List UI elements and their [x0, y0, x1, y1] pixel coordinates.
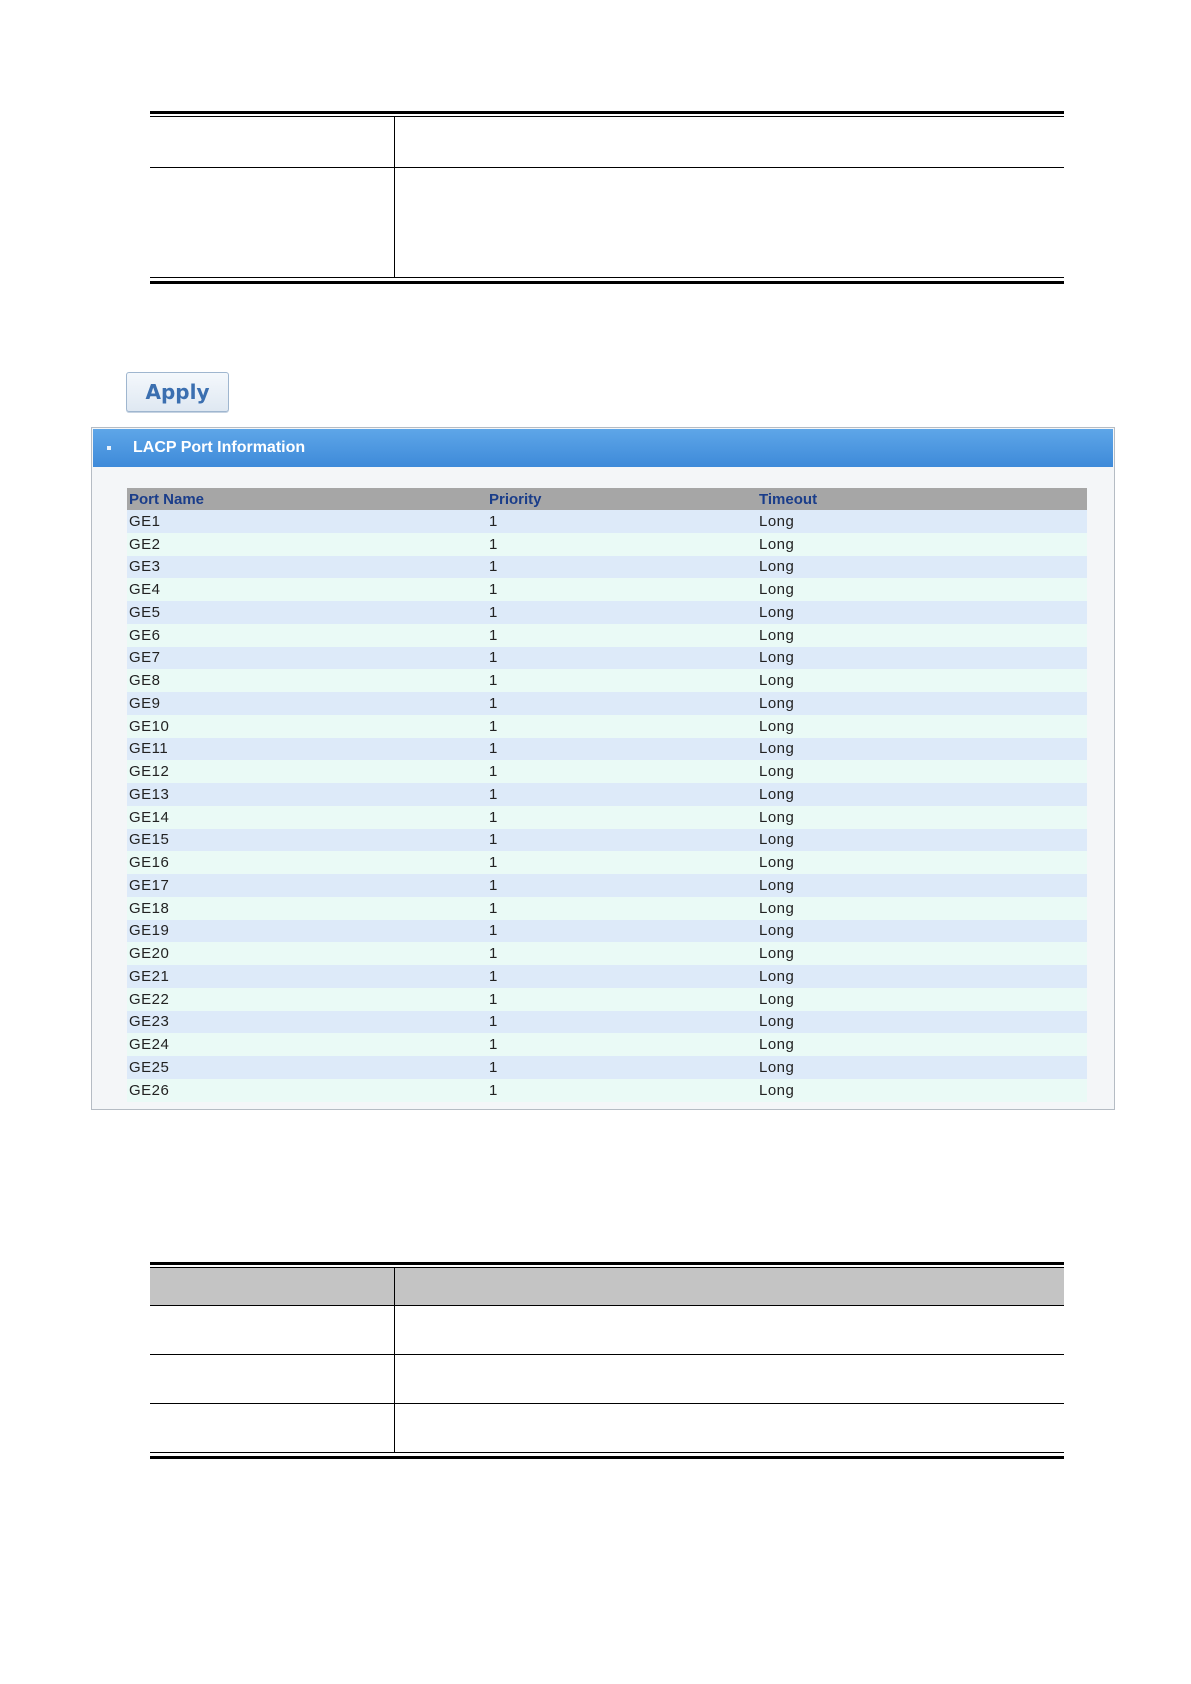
table-row: [127, 1079, 1087, 1102]
bullet-icon: [107, 446, 111, 450]
timeout-cell: Long: [757, 874, 1087, 897]
timeout-cell: Long: [757, 647, 1087, 670]
table-row: [127, 783, 1087, 806]
priority-cell: 1: [487, 965, 757, 988]
table-row: [127, 738, 1087, 761]
priority-cell: 1: [487, 760, 757, 783]
priority-cell: 1: [487, 806, 757, 829]
priority-cell: 1: [487, 692, 757, 715]
timeout-cell: Long: [757, 897, 1087, 920]
panel-title: LACP Port Information: [133, 439, 306, 456]
table-row: [127, 715, 1087, 738]
column-header-priority: Priority: [487, 488, 757, 510]
priority-cell: 1: [487, 533, 757, 556]
port-name-cell: GE6: [127, 624, 487, 647]
port-name-cell: GE10: [127, 715, 487, 738]
table-rule: [150, 281, 1064, 284]
timeout-cell: Long: [757, 851, 1087, 874]
timeout-cell: Long: [757, 692, 1087, 715]
table-row: [127, 760, 1087, 783]
top-doc-table: [150, 111, 1064, 283]
table-rule: [150, 1354, 1064, 1355]
table-row: [127, 874, 1087, 897]
priority-cell: 1: [487, 897, 757, 920]
port-name-cell: GE8: [127, 669, 487, 692]
table-row: [127, 510, 1087, 533]
timeout-cell: Long: [757, 738, 1087, 761]
port-name-cell: GE13: [127, 783, 487, 806]
timeout-cell: Long: [757, 1079, 1087, 1102]
port-name-cell: GE17: [127, 874, 487, 897]
table-row: [127, 988, 1087, 1011]
table-row: [127, 556, 1087, 579]
bottom-doc-table: [150, 1262, 1064, 1458]
port-name-cell: GE20: [127, 942, 487, 965]
priority-cell: 1: [487, 738, 757, 761]
priority-cell: 1: [487, 829, 757, 852]
port-name-cell: GE14: [127, 806, 487, 829]
port-name-cell: GE18: [127, 897, 487, 920]
table-row: [127, 669, 1087, 692]
table-row: [127, 624, 1087, 647]
column-header-port-name: Port Name: [127, 488, 487, 510]
timeout-cell: Long: [757, 965, 1087, 988]
timeout-cell: Long: [757, 624, 1087, 647]
port-name-cell: GE26: [127, 1079, 487, 1102]
timeout-cell: Long: [757, 578, 1087, 601]
table-row: [127, 920, 1087, 943]
table-rule: [150, 167, 1064, 168]
timeout-cell: Long: [757, 1033, 1087, 1056]
port-name-cell: GE24: [127, 1033, 487, 1056]
table-rule: [150, 1262, 1064, 1265]
priority-cell: 1: [487, 715, 757, 738]
port-name-cell: GE3: [127, 556, 487, 579]
port-name-cell: GE15: [127, 829, 487, 852]
port-name-cell: GE25: [127, 1056, 487, 1079]
column-header-timeout: Timeout: [757, 488, 1087, 510]
port-name-cell: GE1: [127, 510, 487, 533]
port-name-cell: GE23: [127, 1011, 487, 1034]
port-name-cell: GE7: [127, 647, 487, 670]
table-row: [127, 647, 1087, 670]
priority-cell: 1: [487, 1011, 757, 1034]
timeout-cell: Long: [757, 510, 1087, 533]
table-rule: [150, 111, 1064, 114]
table-rule: [150, 1305, 1064, 1306]
table-rule: [150, 277, 1064, 278]
timeout-cell: Long: [757, 920, 1087, 943]
priority-cell: 1: [487, 1033, 757, 1056]
table-row: [127, 1011, 1087, 1034]
priority-cell: 1: [487, 669, 757, 692]
port-name-cell: GE22: [127, 988, 487, 1011]
priority-cell: 1: [487, 510, 757, 533]
timeout-cell: Long: [757, 806, 1087, 829]
timeout-cell: Long: [757, 942, 1087, 965]
table-rule: [150, 116, 1064, 117]
priority-cell: 1: [487, 920, 757, 943]
timeout-cell: Long: [757, 601, 1087, 624]
priority-cell: 1: [487, 1079, 757, 1102]
port-name-cell: GE9: [127, 692, 487, 715]
timeout-cell: Long: [757, 533, 1087, 556]
table-rule: [150, 1452, 1064, 1453]
table-rule: [150, 1456, 1064, 1459]
priority-cell: 1: [487, 988, 757, 1011]
table-header-row: [127, 488, 1087, 510]
port-name-cell: GE2: [127, 533, 487, 556]
table-row: [127, 692, 1087, 715]
timeout-cell: Long: [757, 783, 1087, 806]
port-name-cell: GE11: [127, 738, 487, 761]
port-name-cell: GE21: [127, 965, 487, 988]
priority-cell: 1: [487, 942, 757, 965]
table-row: [127, 1056, 1087, 1079]
column-separator: [394, 1268, 395, 1453]
apply-button[interactable]: Apply: [126, 372, 229, 412]
port-name-cell: GE4: [127, 578, 487, 601]
priority-cell: 1: [487, 601, 757, 624]
priority-cell: 1: [487, 874, 757, 897]
priority-cell: 1: [487, 783, 757, 806]
table-row: [127, 533, 1087, 556]
priority-cell: 1: [487, 851, 757, 874]
priority-cell: 1: [487, 578, 757, 601]
priority-cell: 1: [487, 1056, 757, 1079]
timeout-cell: Long: [757, 556, 1087, 579]
port-name-cell: GE12: [127, 760, 487, 783]
table-rule: [150, 1403, 1064, 1404]
priority-cell: 1: [487, 624, 757, 647]
table-row: [127, 851, 1087, 874]
table-row: [127, 965, 1087, 988]
port-name-cell: GE19: [127, 920, 487, 943]
port-name-cell: GE5: [127, 601, 487, 624]
timeout-cell: Long: [757, 715, 1087, 738]
table-row: [127, 578, 1087, 601]
table-row: [127, 829, 1087, 852]
port-name-cell: GE16: [127, 851, 487, 874]
panel-header: [93, 429, 1113, 467]
timeout-cell: Long: [757, 1011, 1087, 1034]
timeout-cell: Long: [757, 669, 1087, 692]
timeout-cell: Long: [757, 829, 1087, 852]
table-row: [127, 942, 1087, 965]
port-table: [127, 488, 1087, 1102]
table-row: [127, 1033, 1087, 1056]
priority-cell: 1: [487, 647, 757, 670]
lacp-port-information-panel: [91, 427, 1115, 1110]
priority-cell: 1: [487, 556, 757, 579]
timeout-cell: Long: [757, 1056, 1087, 1079]
table-row: [127, 601, 1087, 624]
table-row: [127, 897, 1087, 920]
timeout-cell: Long: [757, 988, 1087, 1011]
column-separator: [394, 117, 395, 278]
timeout-cell: Long: [757, 760, 1087, 783]
table-header-fill: [150, 1268, 1064, 1305]
table-row: [127, 806, 1087, 829]
